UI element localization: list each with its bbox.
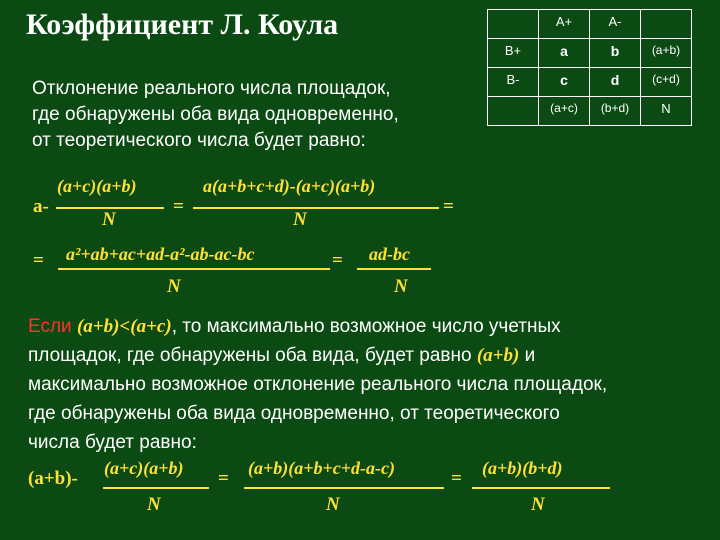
condition-line-5: числа будет равно:	[28, 432, 197, 453]
table-cell: (a+c)	[539, 97, 590, 126]
table-cell: A-	[590, 10, 641, 39]
condition-line-4: где обнаружены оба вида одновременно, от теоретического	[28, 403, 560, 424]
condition-text: площадок, где обнаружены оба вида, будет равно	[28, 345, 472, 366]
formula-2-frac1-numerator: a²+ab+ac+ad-a²-ab-ac-bc	[66, 244, 255, 264]
fraction-bar	[103, 487, 209, 489]
formula-2-frac1-denominator: N	[167, 276, 181, 297]
condition-paragraph	[28, 312, 708, 457]
formula-3-lead: (a+b)-	[28, 468, 78, 489]
intro-paragraph	[32, 76, 472, 154]
formula-2-frac2-numerator: ad-bc	[369, 244, 410, 264]
formula-2-equals-0: =	[33, 250, 44, 271]
table-cell: d	[590, 68, 641, 97]
formula-3-frac3-denominator: N	[531, 494, 545, 515]
condition-text: , то максимально возможное число учетных	[171, 316, 561, 337]
condition-line-3: максимально возможное отклонение реального числа площадок,	[28, 374, 608, 395]
table-header-row	[488, 10, 692, 39]
formula-2-frac2-denominator: N	[394, 276, 408, 297]
contingency-table	[487, 9, 692, 126]
table-row	[488, 68, 692, 97]
table-cell: B+	[488, 39, 539, 68]
condition-expression: (a+b)<(a+c)	[76, 316, 172, 337]
table-cell: c	[539, 68, 590, 97]
condition-text: и	[524, 345, 536, 366]
table-row	[488, 39, 692, 68]
formula-3-equals-2: =	[451, 468, 462, 489]
formula-2-equals-1: =	[332, 250, 343, 271]
formula-1-frac1-denominator: N	[102, 209, 116, 230]
max-count-expression: (a+b)	[476, 345, 520, 366]
formula-1-frac2-denominator: N	[293, 209, 307, 230]
fraction-bar	[244, 487, 444, 489]
fraction-bar	[193, 207, 439, 209]
table-row	[488, 97, 692, 126]
formula-3-frac1-denominator: N	[147, 494, 161, 515]
formula-3-frac1-numerator: (a+c)(a+b)	[104, 458, 184, 478]
formula-1-frac1-numerator: (a+c)(a+b)	[57, 176, 137, 196]
table-cell: B-	[488, 68, 539, 97]
formula-1-frac2-numerator: a(a+b+c+d)-(a+c)(a+b)	[203, 176, 376, 196]
table-cell	[488, 10, 539, 39]
intro-line-3: от теоретического числа будет равно:	[32, 130, 366, 151]
table-cell	[488, 97, 539, 126]
table-cell: A+	[539, 10, 590, 39]
intro-line-1: Отклонение реального числа площадок,	[32, 78, 391, 99]
table-cell: (b+d)	[590, 97, 641, 126]
formula-3-frac2-denominator: N	[326, 494, 340, 515]
table-cell: b	[590, 39, 641, 68]
fraction-bar	[357, 268, 431, 270]
fraction-bar	[58, 268, 330, 270]
condition-line-2	[28, 341, 708, 370]
condition-line-1	[28, 312, 708, 341]
formula-1-equals-1: =	[173, 196, 184, 217]
if-word: Если	[28, 316, 72, 337]
formula-1-equals-2: =	[443, 196, 454, 217]
formula-1-lead: a-	[33, 196, 49, 217]
table-cell: N	[641, 97, 692, 126]
fraction-bar	[472, 487, 610, 489]
formula-3-frac2-numerator: (a+b)(a+b+c+d-a-c)	[248, 458, 395, 478]
intro-line-2: где обнаружены оба вида одновременно,	[32, 104, 399, 125]
formula-3-equals-1: =	[218, 468, 229, 489]
slide-title: Коэффициент Л. Коула	[26, 8, 339, 41]
formula-3-frac3-numerator: (a+b)(b+d)	[482, 458, 563, 478]
table-cell: (c+d)	[641, 68, 692, 97]
table-cell	[641, 10, 692, 39]
table-cell: a	[539, 39, 590, 68]
table-cell: (a+b)	[641, 39, 692, 68]
